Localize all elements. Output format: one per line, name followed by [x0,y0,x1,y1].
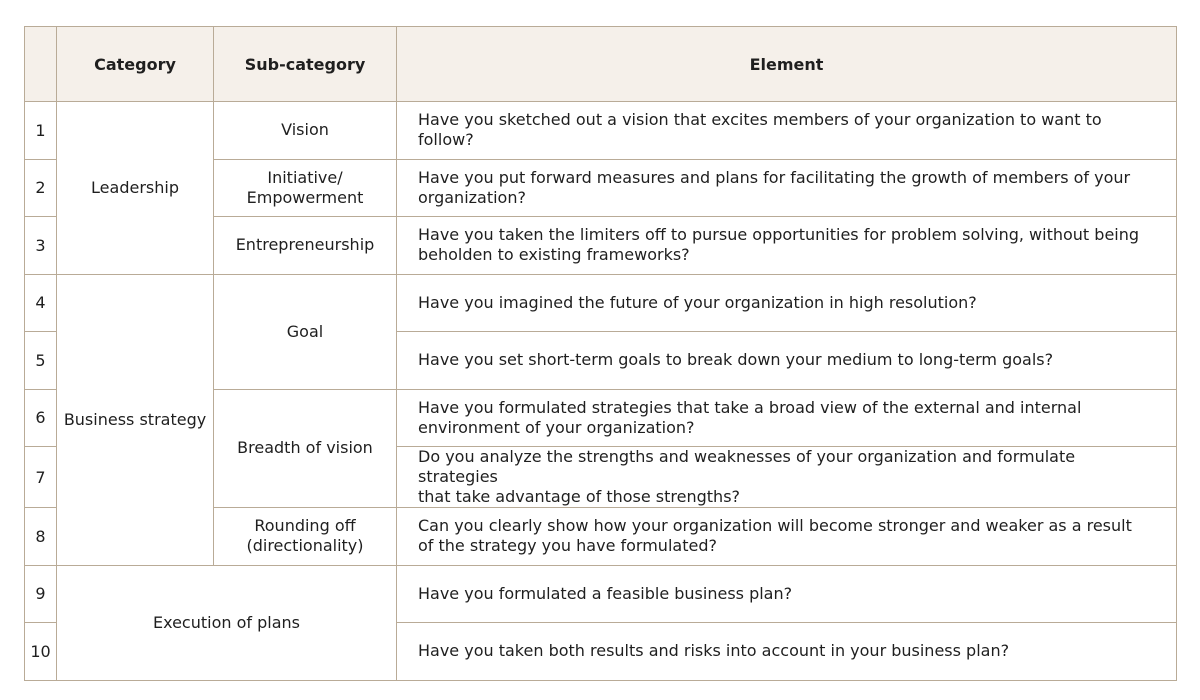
row-number: 5 [25,332,57,390]
row-number: 3 [25,217,57,275]
row-number: 4 [25,274,57,332]
header-element: Element [397,27,1177,102]
row-number: 8 [25,508,57,566]
row-number: 6 [25,389,57,447]
element-text: Have you formulated a feasible business plan? [397,565,1177,623]
subcategory-entrepreneurship: Entrepreneurship [214,217,397,275]
checklist-table [24,26,1177,681]
subcategory-rounding-off: Rounding off (directionality) [214,508,397,566]
row-number: 7 [25,447,57,508]
header-row [25,27,1177,102]
element-text: Do you analyze the strengths and weaknesses of your organization and formulate strategies that take advantage of those strengths? [397,447,1177,508]
element-text: Have you taken both results and risks into account in your business plan? [397,623,1177,681]
row-number: 2 [25,159,57,217]
subcategory-breadth-of-vision: Breadth of vision [214,389,397,508]
subcategory-initiative: Initiative/ Empowerment [214,159,397,217]
table-row [25,565,1177,623]
header-category: Category [57,27,214,102]
row-number: 1 [25,102,57,160]
row-number: 10 [25,623,57,681]
element-text: Have you imagined the future of your organization in high resolution? [397,274,1177,332]
row-number: 9 [25,565,57,623]
element-text: Have you taken the limiters off to pursue opportunities for problem solving, without being beholden to existing frameworks? [397,217,1177,275]
subcategory-vision: Vision [214,102,397,160]
element-text: Can you clearly show how your organization will become stronger and weaker as a result of the strategy you have formulated? [397,508,1177,566]
table-row [25,102,1177,160]
table-body [25,102,1177,681]
category-execution-of-plans: Execution of plans [57,565,397,680]
category-business-strategy: Business strategy [57,274,214,565]
element-text: Have you sketched out a vision that excites members of your organization to want to follow? [397,102,1177,160]
checklist-table-container [24,26,1177,681]
element-text: Have you formulated strategies that take a broad view of the external and internal environment of your organization? [397,389,1177,447]
table-row [25,274,1177,332]
header-number [25,27,57,102]
category-leadership: Leadership [57,102,214,275]
table-header [25,27,1177,102]
subcategory-goal: Goal [214,274,397,389]
element-text: Have you set short-term goals to break down your medium to long-term goals? [397,332,1177,390]
element-text: Have you put forward measures and plans for facilitating the growth of members of your organization? [397,159,1177,217]
header-subcategory: Sub-category [214,27,397,102]
